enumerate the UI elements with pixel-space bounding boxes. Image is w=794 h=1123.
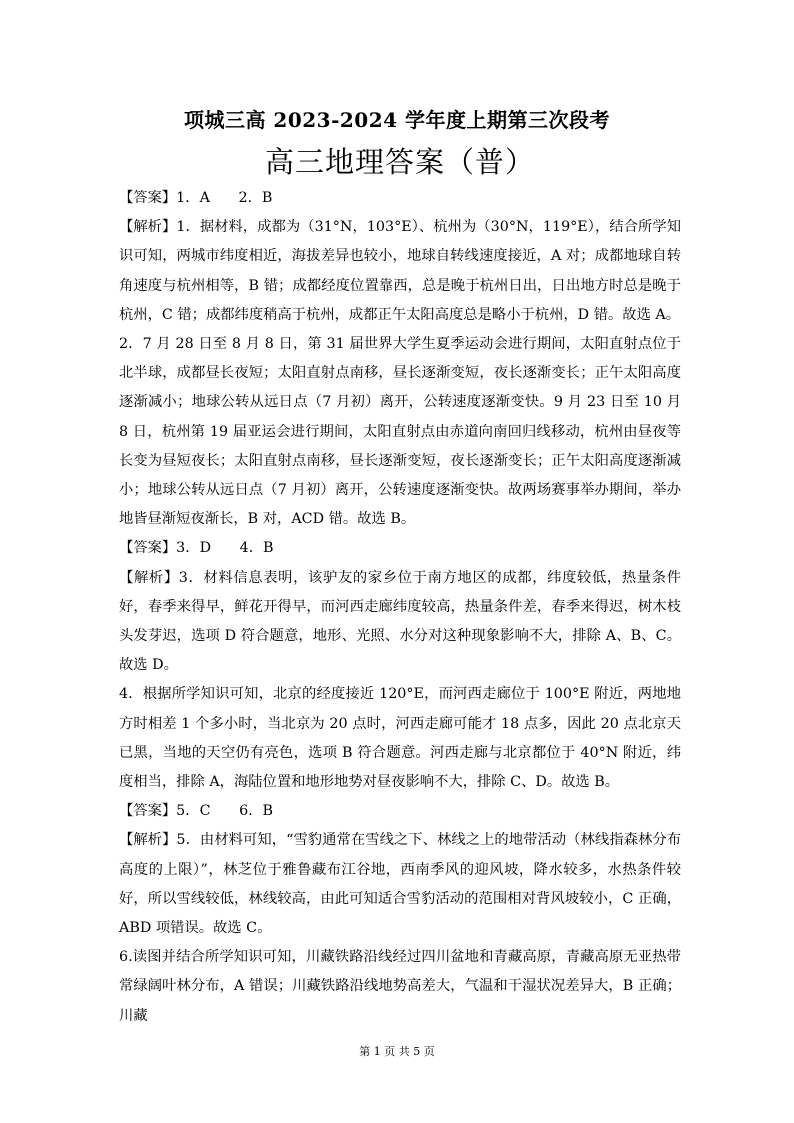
analysis-q5: 【解析】5．由材料可知，“雪豹通常在雪线之下、林线之上的地带活动（林线指森林分布高度的上限）”，林芝位于雅鲁藏布江谷地，西南季风的迎风坡，降水较多，水热条件较好，所以雪线较低，林线较高，由此可知适合雪豹活动的范围相对背风坡较小，C 正确，ABD 项错误。故选 C。 xyxy=(119,832,681,937)
analysis-q6: 6.读图并结合所学知识可知，川藏铁路沿线经过四川盆地和青藏高原，青藏高原无亚热带常绿阔叶林分布，A 错误；川藏铁路沿线地势高差大，气温和干湿状况差异大，B 正确；川藏 xyxy=(119,949,681,1024)
analysis-q4: 4．根据所学知识可知，北京的经度接近 120°E，而河西走廊位于 100°E 附近，两地地方时相差 1 个多小时，当北京为 20 点时，河西走廊可能才 18 点多，因此 20 点北京天已黑，当地的天空仍有亮色，选项 B 符合题意。河西走廊与北京都位于 40°N 附近，纬度相当，排除 A，海陆位置和地形地势对昼夜影响不大，排除 C、D。故选 B。 xyxy=(119,686,681,791)
answer-line-5-6: 【答案】5．C 6．B xyxy=(119,803,274,820)
exam-title: 项城三高 2023-2024 学年度上期第三次段考 xyxy=(183,108,611,132)
answer-title: 高三地理答案（普） xyxy=(265,145,536,179)
analysis-q1: 【解析】1．据材料，成都为（31°N，103°E）、杭州为（30°N，119°E），结合所学知识可知，两城市纬度相近，海拔差异也较小，地球自转线速度接近，A 对；成都地球自转角速度与杭州相等，B 错；成都经度位置靠西，总是晚于杭州日出，日出地方时总是晚于杭州，C 错；成都纬度稍高于杭州，成都正午太阳高度总是略小于杭州，D 错。故选 A。 xyxy=(119,219,681,323)
page-number: 第 1 页 共 5 页 xyxy=(359,1045,435,1058)
document-body xyxy=(119,184,681,1031)
analysis-q3: 【解析】3．材料信息表明，该驴友的家乡位于南方地区的成都，纬度较低，热量条件好，春季来得早，鲜花开得早，而河西走廊纬度较高，热量条件差，春季来得迟，树木枝头发芽迟，选项 D 符合题意，地形、光照、水分对这种现象影响不大，排除 A、B、C。故选 D。 xyxy=(119,569,681,674)
analysis-q2: 2．7 月 28 日至 8 月 8 日，第 31 届世界大学生夏季运动会进行期间，太阳直射点位于北半球，成都昼长夜短；太阳直射点南移，昼长逐渐变短，夜长逐渐变长；正午太阳高度逐渐减小；地球公转从远日点（7 月初）离开，公转速度逐渐变快。9 月 23 日至 10 月 8 日，杭州第 19 届亚运会进行期间，太阳直射点由赤道向南回归线移动，杭州由昼夜等长变为昼短夜长；太阳直射点南移，昼长逐渐变短，夜长逐渐变长；正午太阳高度逐渐减小；地球公转从远日点（7 月初）离开，公转速度逐渐变快。故两场赛事举办期间，举办地皆昼渐短夜渐长，B 对，ACD 错。故选 B。 xyxy=(119,336,681,528)
answer-line-3-4: 【答案】3．D 4．B xyxy=(119,540,274,557)
answer-line-1-2: 【答案】1．A 2．B xyxy=(119,190,273,206)
